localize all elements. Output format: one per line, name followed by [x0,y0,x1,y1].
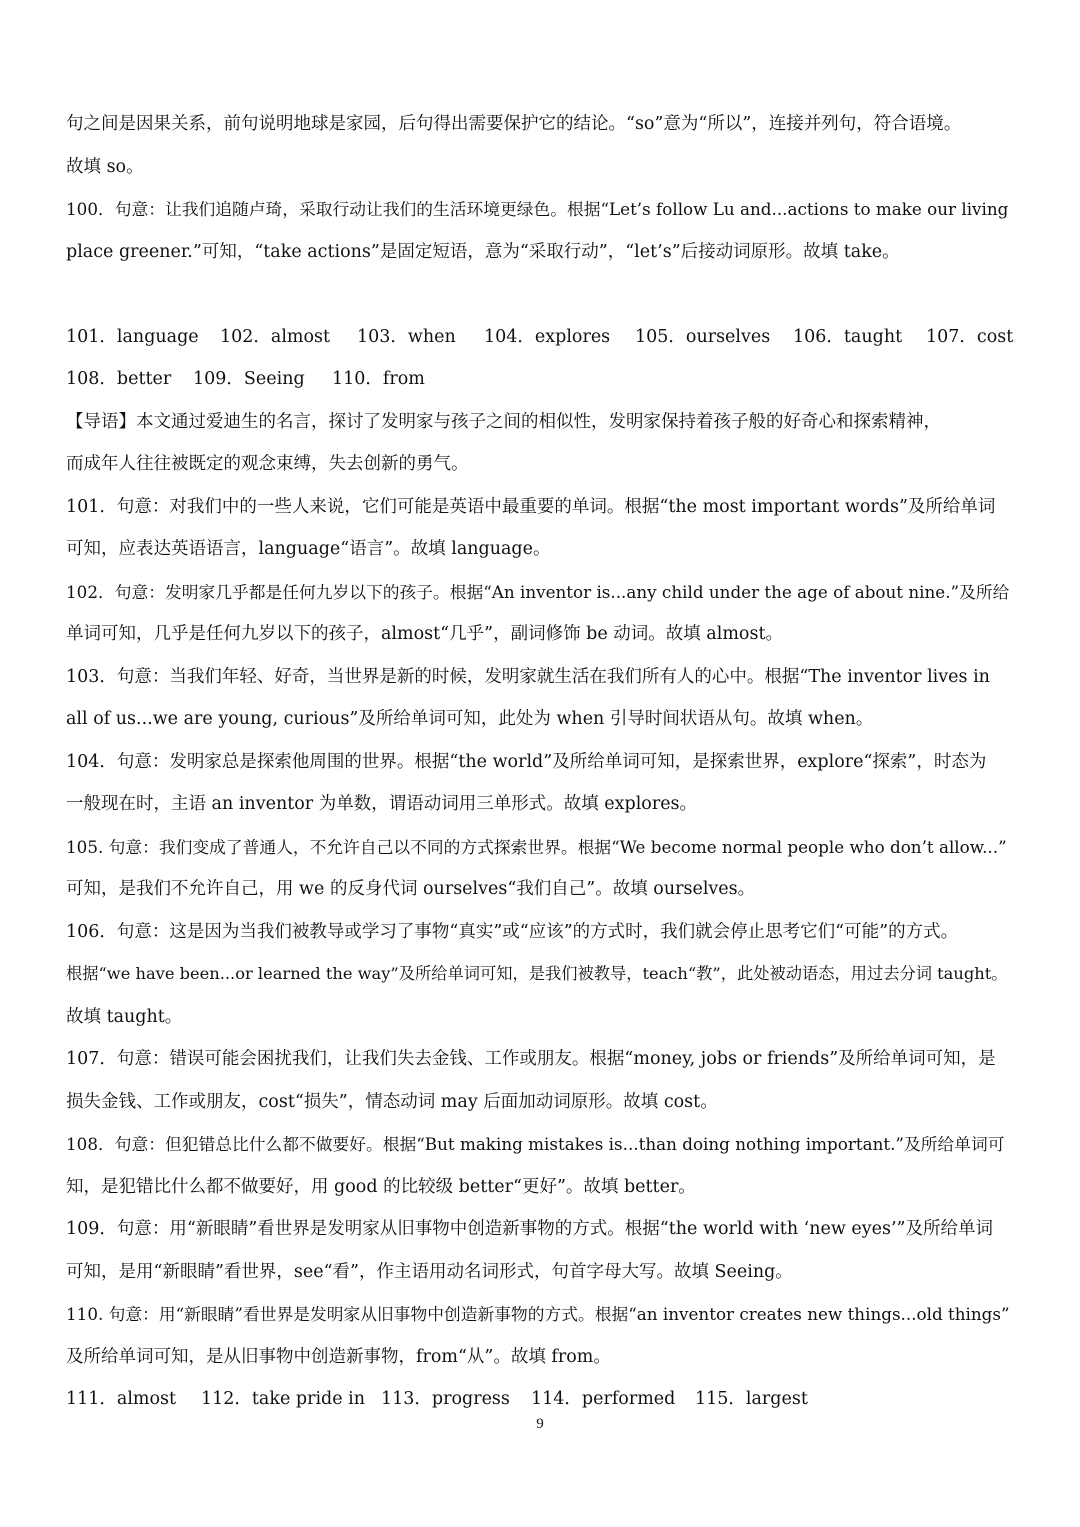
answer-112: 112．take pride in [201,1389,366,1409]
answer-103: 103．when [357,326,456,347]
text-line: place greener.”可知，“take actions”是固定短语，意为“采取行动”，“let’s”后接动词原形。故填 take。 [66,241,900,262]
answer-key-row-2 [66,358,1016,401]
answer-key-row-1 [66,316,1016,359]
text-line: 103．句意：当我们年轻、好奇，当世界是新的时候，发明家就生活在我们所有人的心中。根据“The inventor lives in [66,666,990,687]
answer-102: 102．almost [220,326,331,347]
answer-106: 106．taught [793,326,903,347]
text-line: 108．句意：但犯错总比什么都不做要好。根据“But making mistakes is...than doing nothing important.”及所给单词可 [66,1134,1005,1154]
answer-107: 107．cost [926,326,1014,347]
answer-104: 104．explores [484,326,611,347]
text-line: 【导语】本文通过爱迪生的名言，探讨了发明家与孩子之间的相似性，发明家保持着孩子般的好奇心和探索精神， [66,411,941,432]
page-number: 9 [536,1416,544,1432]
text-line: 故填 so。 [66,156,144,177]
text-line: 及所给单词可知，是从旧事物中创造新事物，from“从”。故填 from。 [66,1346,611,1367]
text-line: 根据“we have been...or learned the way”及所给单词可知，是我们被教导，teach“教”，此处被动语态，用过去分词 taught。 [66,964,1008,983]
text-line: 一般现在时，主语 an inventor 为单数，谓语动词用三单形式。故填 explores。 [66,794,698,814]
text-line: all of us...we are young, curious”及所给单词可知，此处为 when 引导时间状语从句。故填 when。 [66,709,874,729]
text-line: 109．句意：用“新眼睛”看世界是发明家从旧事物中创造新事物的方式。根据“the world with ‘new eyes’”及所给单词 [66,1219,993,1239]
text-line: 单词可知，几乎是任何九岁以下的孩子，almost“几乎”，副词修饰 be 动词。故填 almost。 [66,624,783,644]
text-line: 可知，应表达英语语言，language“语言”。故填 language。 [66,539,551,559]
answer-114: 114．performed [531,1389,676,1409]
answer-105: 105．ourselves [635,326,771,347]
answer-key-row-3 [66,1378,1016,1421]
answer-110: 110．from [332,369,425,389]
answer-113: 113．progress [381,1389,510,1409]
text-line: 而成年人往往被既定的观念束缚，失去创新的勇气。 [66,454,469,474]
text-line: 107．句意：错误可能会困扰我们，让我们失去金钱、工作或朋友。根据“money, jobs or friends”及所给单词可知，是 [66,1049,996,1069]
answer-109: 109．Seeing [193,369,305,389]
answer-101: 101．language [66,326,199,347]
text-line: 106．句意：这是因为当我们被教导或学习了事物“真实”或“应该”的方式时，我们就会停止思考它们“可能”的方式。 [66,921,959,942]
text-line: 104．句意：发明家总是探索他周围的世界。根据“the world”及所给单词可知，是探索世界，explore“探索”，时态为 [66,751,987,772]
answer-115: 115．largest [695,1389,808,1409]
text-line: 101．句意：对我们中的一些人来说，它们可能是英语中最重要的单词。根据“the most important words”及所给单词 [66,496,996,517]
answer-111: 111．almost [66,1389,177,1409]
text-line: 知，是犯错比什么都不做要好，用 good 的比较级 better“更好”。故填 better。 [66,1176,696,1197]
page-content [66,103,1016,1421]
answer-108: 108．better [66,369,172,389]
text-line: 100．句意：让我们追随卢琦，采取行动让我们的生活环境更绿色。根据“Let’s follow Lu and...actions to make our living [66,199,1009,219]
text-line: 可知，是我们不允许自己，用 we 的反身代词 ourselves“我们自己”。故填 ourselves。 [66,879,756,899]
text-line: 可知，是用“新眼睛”看世界，see“看”，作主语用动名词形式，句首字母大写。故填 Seeing。 [66,1261,793,1282]
text-line: 102．句意：发明家几乎都是任何九岁以下的孩子。根据“An inventor is...any child under the age of about nine.”及所给 [66,581,1010,602]
text-line: 105. 句意：我们变成了普通人，不允许自己以不同的方式探索世界。根据“We become normal people who don’t allow...” [66,836,1007,857]
text-line: 损失金钱、工作或朋友，cost“损失”，情态动词 may 后面加动词原形。故填 cost。 [66,1091,718,1112]
blank-spacer [66,273,1016,316]
text-line: 故填 taught。 [66,1006,183,1027]
text-line: 110. 句意：用“新眼睛”看世界是发明家从旧事物中创造新事物的方式。根据“an inventor creates new things...old things” [66,1304,1010,1324]
text-line: 句之间是因果关系，前句说明地球是家园，后句得出需要保护它的结论。“so”意为“所以”，连接并列句，符合语境。 [66,114,962,134]
